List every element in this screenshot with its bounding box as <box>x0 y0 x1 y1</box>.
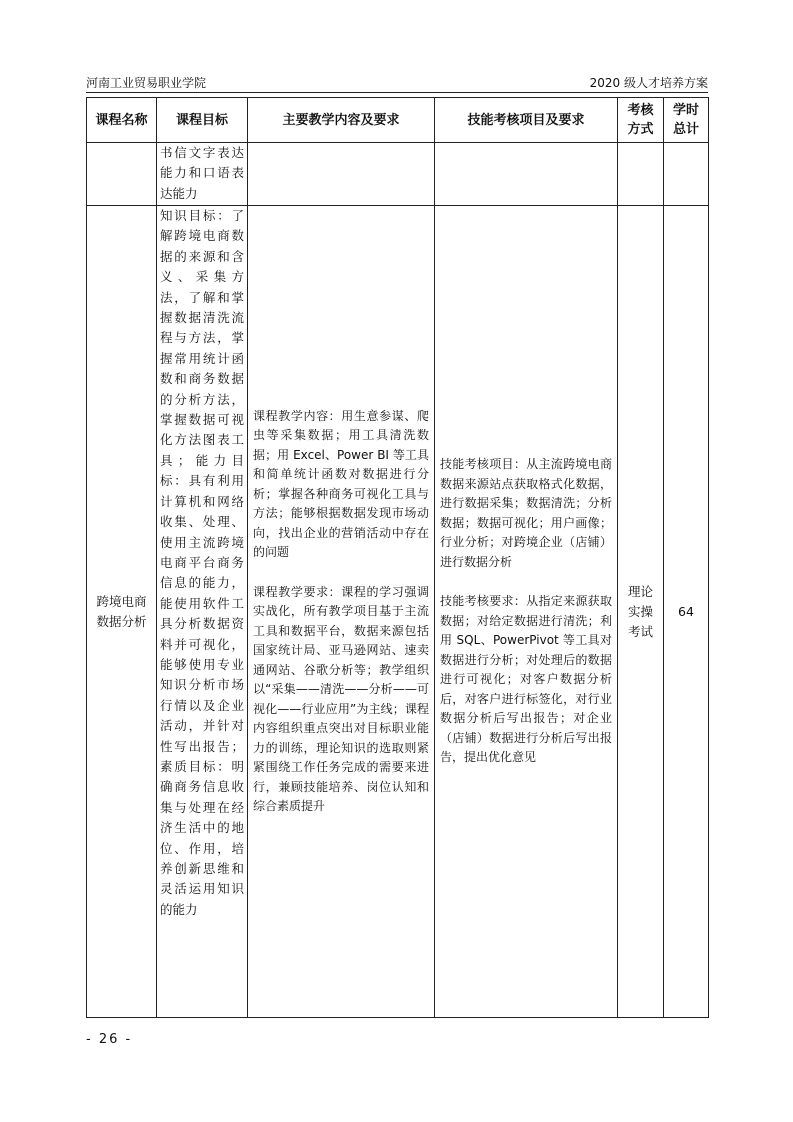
cell-name-empty <box>87 143 157 206</box>
header-exam-method <box>618 98 664 143</box>
table-row-course <box>87 206 709 1018</box>
table-row-continuation <box>87 143 709 206</box>
page-header <box>86 74 708 92</box>
header-content: 主要教学内容及要求 <box>248 98 435 143</box>
header-hours-line1: 学时 <box>672 103 699 118</box>
cell-goal-continuation: 书信文字表达能力和口语表达能力 <box>157 143 248 206</box>
cell-skills-empty <box>435 143 618 206</box>
cell-course-goal: 知识目标：了解跨境电商数据的来源和含义、采集方法，了解和掌握数据清洗流程与方法，掌握常用统计函数和商务数据的分析方法，掌握数据可视化方法图表工具；能力目标：具有利用计算机和网络收集、处理、使用主流跨境电商平台商务信息的能力，能使用软件工具分析数据资料并可视化，能够使用专业知识分析市场行情以及企业活动，并针对性写出报告；素质目标：明确商务信息收集与处理在经济生活中的地位、作用，培养创新思维和灵活运用知识的能力 <box>157 206 248 1018</box>
header-skills: 技能考核项目及要求 <box>435 98 618 143</box>
cell-hours-empty <box>664 143 709 206</box>
header-exam-line1: 考核 <box>627 103 654 118</box>
cell-course-skills <box>435 206 618 1018</box>
course-name-line2: 数据分析 <box>96 613 147 629</box>
header-exam-line2: 方式 <box>627 122 654 137</box>
document-title: 2020 级人才培养方案 <box>589 76 708 90</box>
header-course-goal: 课程目标 <box>157 98 248 143</box>
page-number: - 26 - <box>86 1032 133 1047</box>
curriculum-table <box>86 97 709 1018</box>
cell-course-content <box>248 206 435 1018</box>
exam-line2: 实操 <box>627 603 653 619</box>
school-name: 河南工业贸易职业学院 <box>86 76 207 90</box>
header-total-hours <box>664 98 709 143</box>
exam-line1: 理论 <box>627 583 653 599</box>
exam-line3: 考试 <box>627 623 653 639</box>
header-hours-line2: 总计 <box>672 122 699 137</box>
cell-content-empty <box>248 143 435 206</box>
cell-course-name <box>87 206 157 1018</box>
content-teaching-content: 课程教学内容：用生意参谋、爬虫等采集数据；用工具清洗数据；用 Excel、Power BI 等工具和简单统计函数对数据进行分析；掌握各种商务可视化工具与方法；能够根据数据发现市场动向，找出企业的营销活动中存在的问题 <box>253 408 429 559</box>
header-course-name: 课程名称 <box>87 98 157 143</box>
cell-exam-method <box>618 206 664 1018</box>
cell-exam-empty <box>618 143 664 206</box>
course-name-line1: 跨境电商 <box>96 593 147 609</box>
table-header-row <box>87 98 709 143</box>
content-teaching-requirements: 课程教学要求：课程的学习强调实战化，所有教学项目基于主流工具和数据平台，数据来源包括国家统计局、亚马逊网站、速卖通网站、谷歌分析等；教学组织以“采集——清洗——分析——可视化——行业应用”为主线；课程内容组织重点突出对目标职业能力的训练，理论知识的选取则紧紧围绕工作任务完成的需要来进行，兼顾技能培养、岗位认知和综合素质提升 <box>253 584 429 813</box>
skills-assessment-items: 技能考核项目：从主流跨境电商数据来源站点获取格式化数据，进行数据采集；数据清洗；分析数据；数据可视化；用户画像；行业分析；对跨境企业（店铺）进行数据分析 <box>440 457 612 569</box>
header-rule <box>86 92 708 93</box>
cell-total-hours: 64 <box>664 206 709 1018</box>
skills-assessment-requirements: 技能考核要求：从指定来源获取数据；对给定数据进行清洗；利用 SQL、PowerPivot 等工具对数据进行分析；对处理后的数据进行可视化；对客户数据分析后，对客户进行标签化，对行业数据分析后写出报告；对企业（店铺）数据进行分析后写出报告，提出优化意见 <box>440 594 612 765</box>
